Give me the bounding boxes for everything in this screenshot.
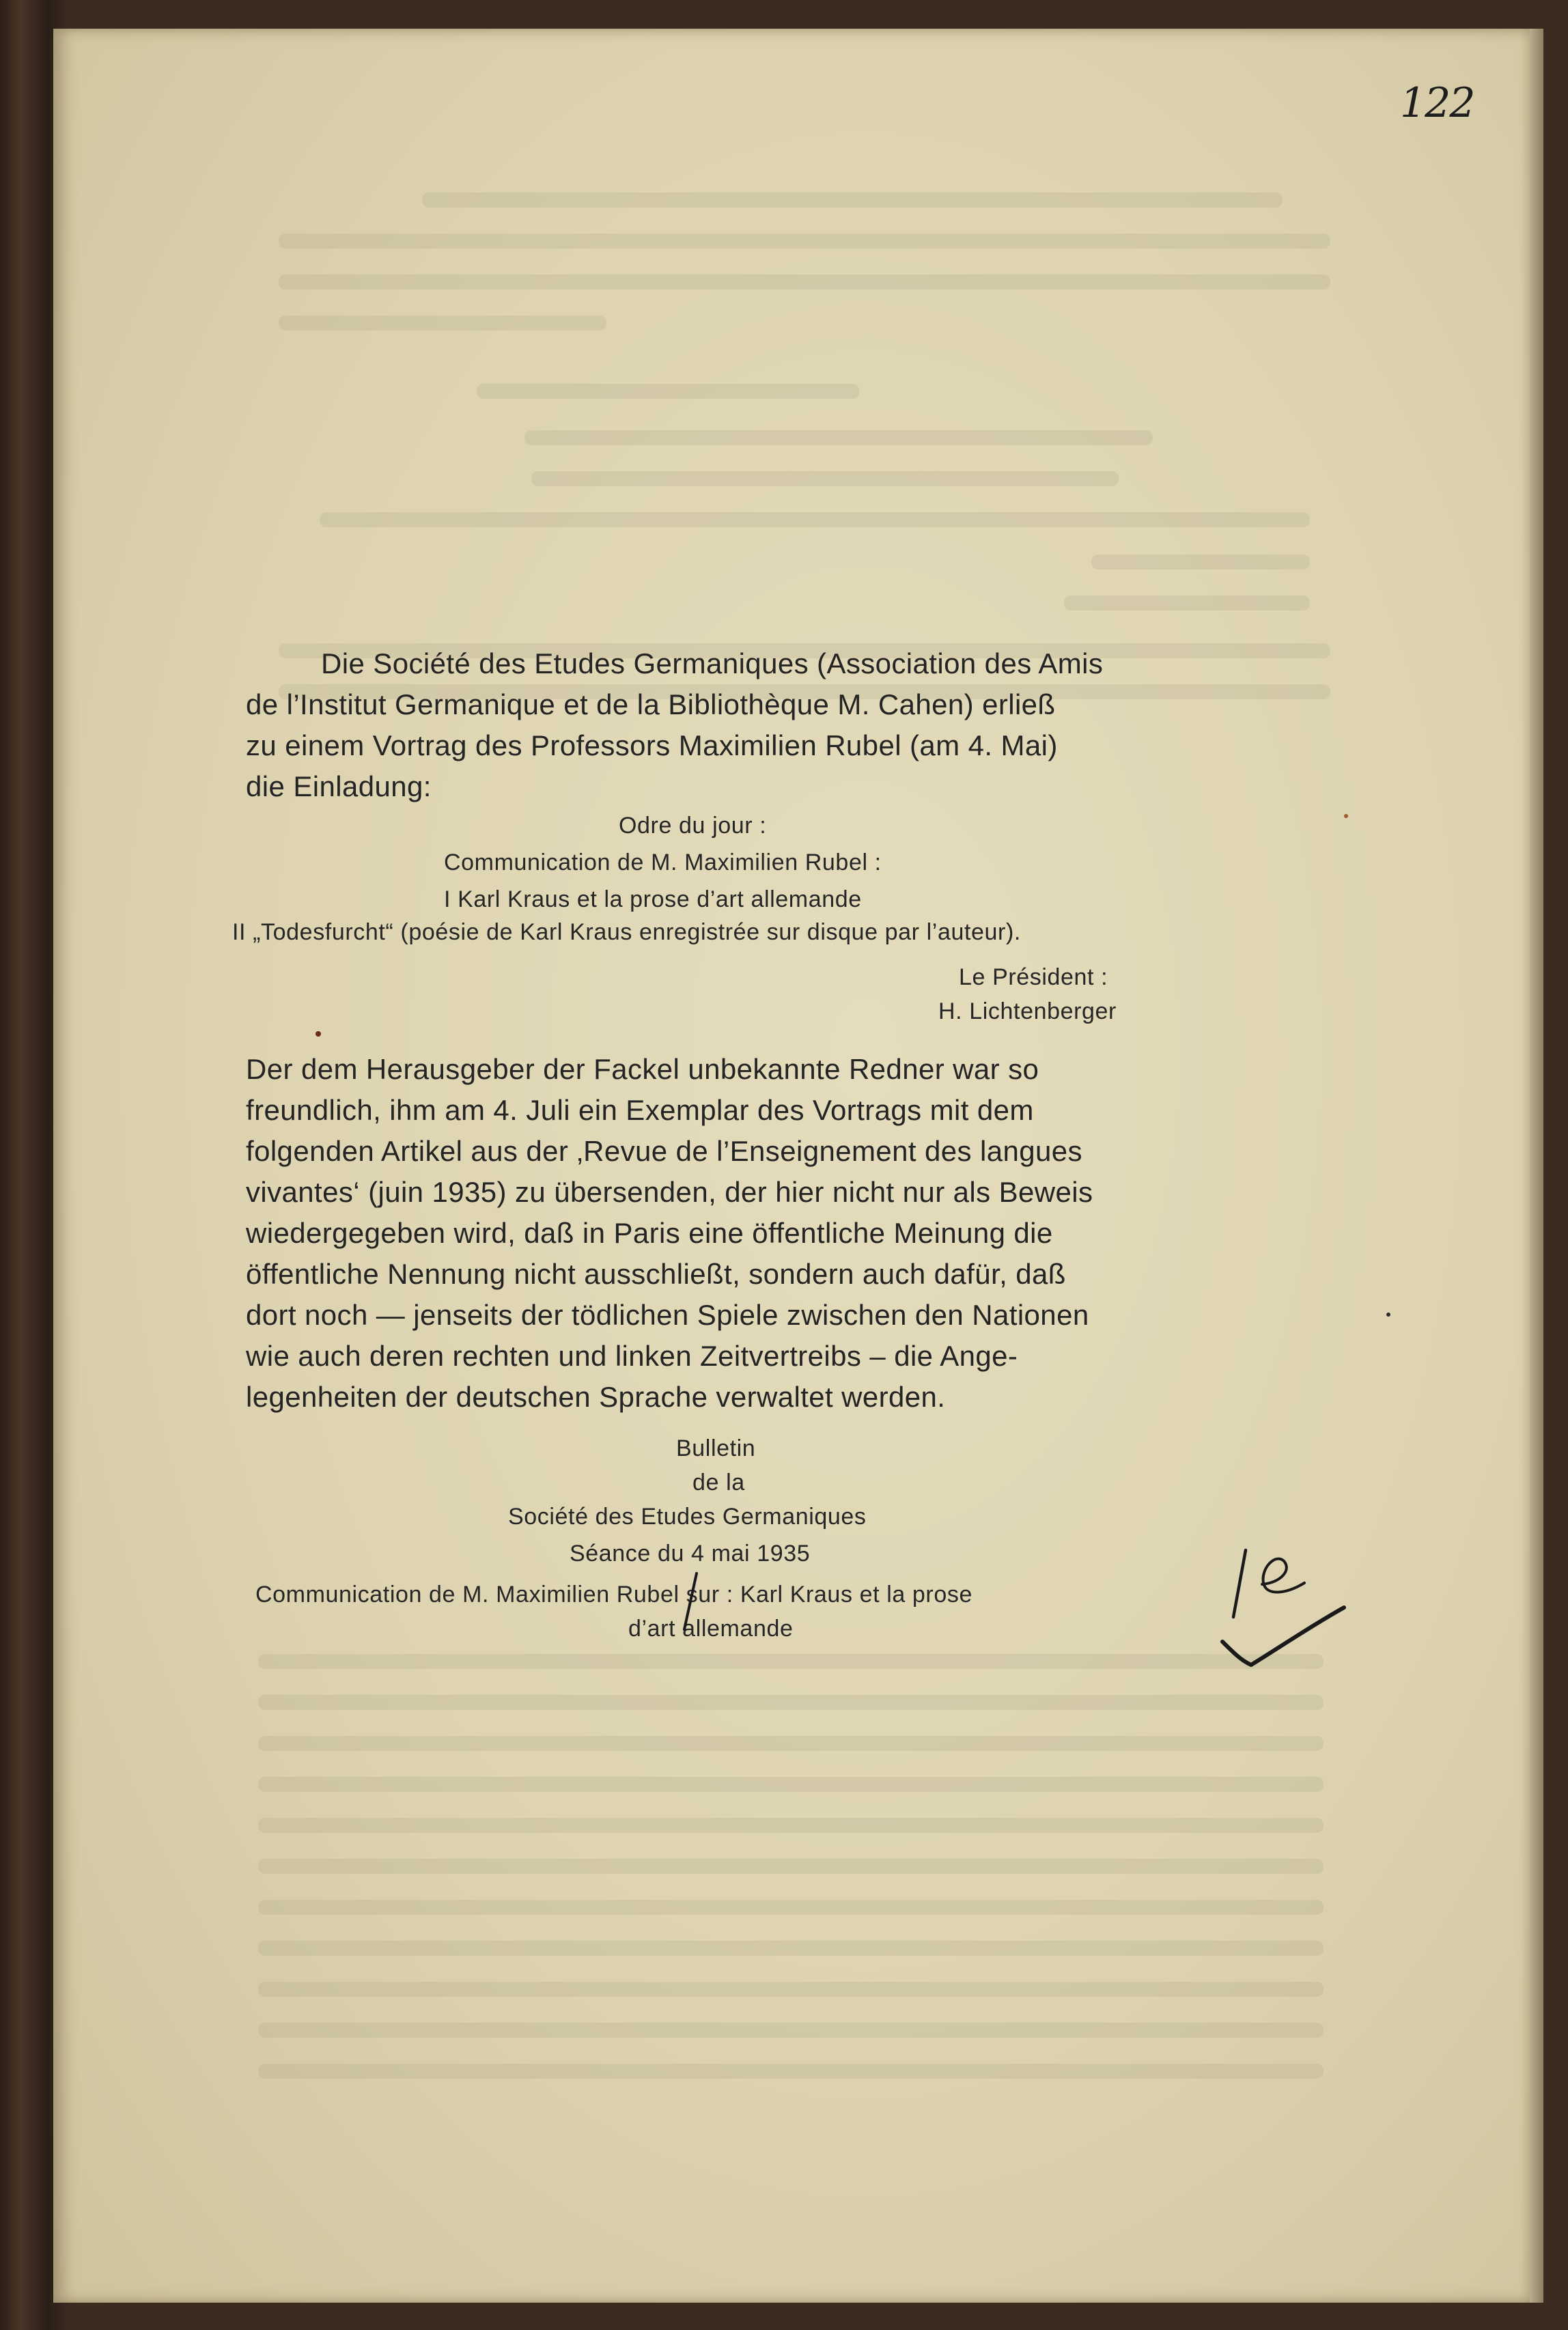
main-line: dort noch — jenseits der tödlichen Spiele zwischen den Nationen: [246, 1299, 1089, 1331]
invitation-item: II „Todesfurcht“ (poésie de Karl Kraus enregistrée sur disque par l’auteur).: [232, 919, 1021, 945]
intro-line: Die Société des Etudes Germaniques (Association des Amis: [321, 647, 1104, 679]
bulletin-line: de la: [692, 1470, 745, 1496]
invitation-item: I Karl Kraus et la prose d’art allemande: [444, 886, 862, 912]
invitation-communication: Communication de M. Maximilien Rubel :: [444, 850, 882, 875]
invitation-heading: Odre du jour :: [619, 813, 767, 839]
ink-speck: [1386, 1313, 1390, 1317]
president-name: H. Lichtenberger: [938, 998, 1117, 1024]
ink-speck: [1344, 814, 1348, 818]
main-line: öffentliche Nennung nicht ausschließt, sondern auch dafür, daß: [246, 1258, 1066, 1290]
main-line: vivantes‘ (juin 1935) zu übersenden, der hier nicht nur als Beweis: [246, 1176, 1093, 1208]
checkmark-icon: [1214, 1599, 1351, 1674]
bulletin-communication-cont: d’art allemande: [628, 1616, 794, 1642]
bulletin-communication: Communication de M. Maximilien Rubel sur : Karl Kraus et la prose: [255, 1582, 972, 1608]
main-line: folgenden Artikel aus der ‚Revue de l’Enseignement des langues: [246, 1135, 1082, 1167]
intro-line: zu einem Vortrag des Professors Maximilien Rubel (am 4. Mai): [246, 729, 1058, 761]
main-line: wie auch deren rechten und linken Zeitvertreibs – die Ange-: [246, 1340, 1018, 1372]
pencil-slash-mark: [680, 1571, 701, 1632]
document-page: [53, 29, 1530, 2303]
bulletin-society: Société des Etudes Germaniques: [508, 1504, 867, 1530]
main-line: legenheiten der deutschen Sprache verwaltet werden.: [246, 1381, 946, 1413]
intro-line: de l’Institut Germanique et de la Bibliothèque M. Cahen) erließ: [246, 688, 1056, 720]
bulletin-date: Séance du 4 mai 1935: [570, 1541, 811, 1567]
page-edge: [1530, 29, 1543, 2303]
main-line: wiedergegeben wird, daß in Paris eine öffentliche Meinung die: [246, 1217, 1053, 1249]
president-label: Le Président :: [959, 964, 1108, 990]
intro-line: die Einladung:: [246, 770, 432, 802]
main-line: Der dem Herausgeber der Fackel unbekannte Redner war so: [246, 1053, 1039, 1085]
ink-speck: [316, 1031, 321, 1037]
bulletin-title: Bulletin: [676, 1435, 756, 1461]
page-number: 122: [1400, 79, 1474, 127]
main-line: freundlich, ihm am 4. Juli ein Exemplar des Vortrags mit dem: [246, 1094, 1034, 1126]
